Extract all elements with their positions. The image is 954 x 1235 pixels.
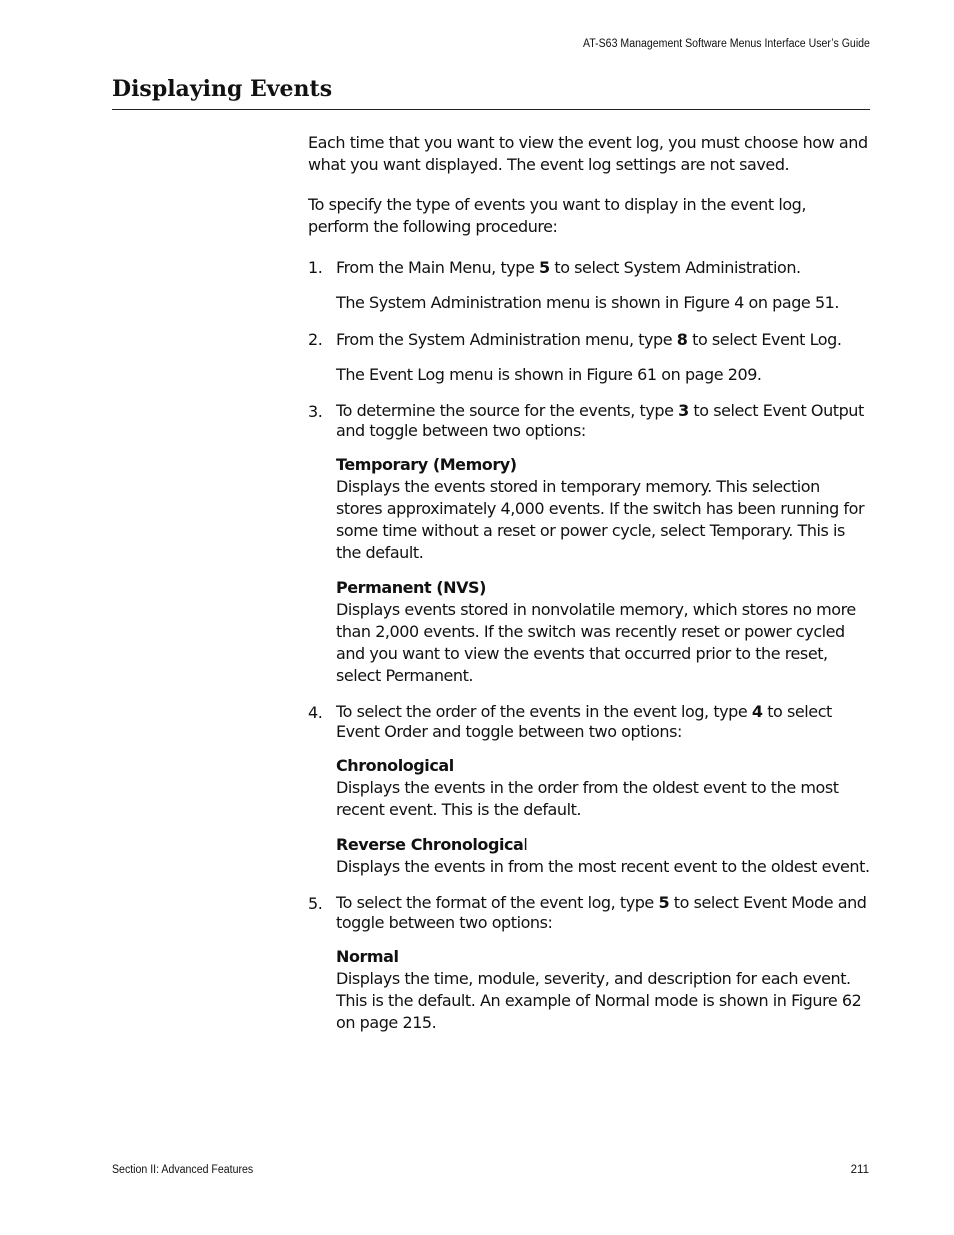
step-text: To select the format of the event log, type 5 to select Event Mode and toggle between two options: xyxy=(336,893,867,932)
option xyxy=(336,755,870,821)
step-number: 3. xyxy=(308,402,323,421)
option-description: Displays the events in the order from the oldest event to the most recent event. This is the default. xyxy=(336,778,839,819)
option-description: Displays the events stored in temporary memory. This selection stores approximately 4,000 events. If the switch has been running for some time without a reset or power cycle, select Temporary. This is the default. xyxy=(336,477,865,562)
step-5 xyxy=(308,893,870,1034)
option-title: Reverse Chronological xyxy=(336,835,528,854)
step-number: 5. xyxy=(308,894,323,913)
step-2 xyxy=(308,329,870,386)
body-content xyxy=(308,132,870,1034)
step-1 xyxy=(308,257,870,314)
option xyxy=(336,454,870,564)
step-text: To determine the source for the events, type 3 to select Event Output and toggle between two options: xyxy=(336,401,864,440)
title-rule xyxy=(112,109,870,110)
menu-key: 4 xyxy=(751,702,763,721)
step-number: 4. xyxy=(308,703,323,722)
step-3 xyxy=(308,401,870,687)
option-description: Displays events stored in nonvolatile memory, which stores no more than 2,000 events. If the switch was recently reset or power cycled and you want to view the events that occurred prior to the reset, select Permanent. xyxy=(336,600,856,685)
option xyxy=(336,577,870,687)
menu-key: 8 xyxy=(676,330,688,349)
option-title: Permanent (NVS) xyxy=(336,578,486,597)
step-text: From the System Administration menu, type 8 to select Event Log. xyxy=(336,330,842,349)
option xyxy=(336,946,870,1034)
page-number: 211 xyxy=(850,1164,869,1176)
step-text: To select the order of the events in the event log, type 4 to select Event Order and toggle between two options: xyxy=(336,702,832,741)
intro-paragraph: Each time that you want to view the event log, you must choose how and what you want displayed. The event log settings are not saved. xyxy=(308,133,868,174)
option-title: Temporary (Memory) xyxy=(336,455,517,474)
step-note: The System Administration menu is shown in Figure 4 on page 51. xyxy=(336,293,840,312)
menu-key: 3 xyxy=(678,401,689,420)
intro-paragraph: To specify the type of events you want to display in the event log, perform the following procedure: xyxy=(308,195,807,236)
menu-key: 5 xyxy=(539,258,550,277)
footer-section: Section II: Advanced Features xyxy=(112,1164,254,1176)
option xyxy=(336,834,870,878)
running-header: AT-S63 Management Software Menus Interface User’s Guide xyxy=(583,38,870,50)
option-title: Chronological xyxy=(336,756,454,775)
option-title: Normal xyxy=(336,947,399,966)
step-number: 2. xyxy=(308,330,323,349)
step-4 xyxy=(308,702,870,878)
step-number: 1. xyxy=(308,258,323,277)
step-note: The Event Log menu is shown in Figure 61 on page 209. xyxy=(336,365,762,384)
option-description: Displays the events in from the most recent event to the oldest event. xyxy=(336,857,870,876)
menu-key: 5 xyxy=(658,893,670,912)
step-text: From the Main Menu, type 5 to select System Administration. xyxy=(336,258,801,277)
option-description: Displays the time, module, severity, and description for each event. This is the default. An example of Normal mode is shown in Figure 62 on page 215. xyxy=(336,969,862,1032)
section-title: Displaying Events xyxy=(112,76,333,102)
